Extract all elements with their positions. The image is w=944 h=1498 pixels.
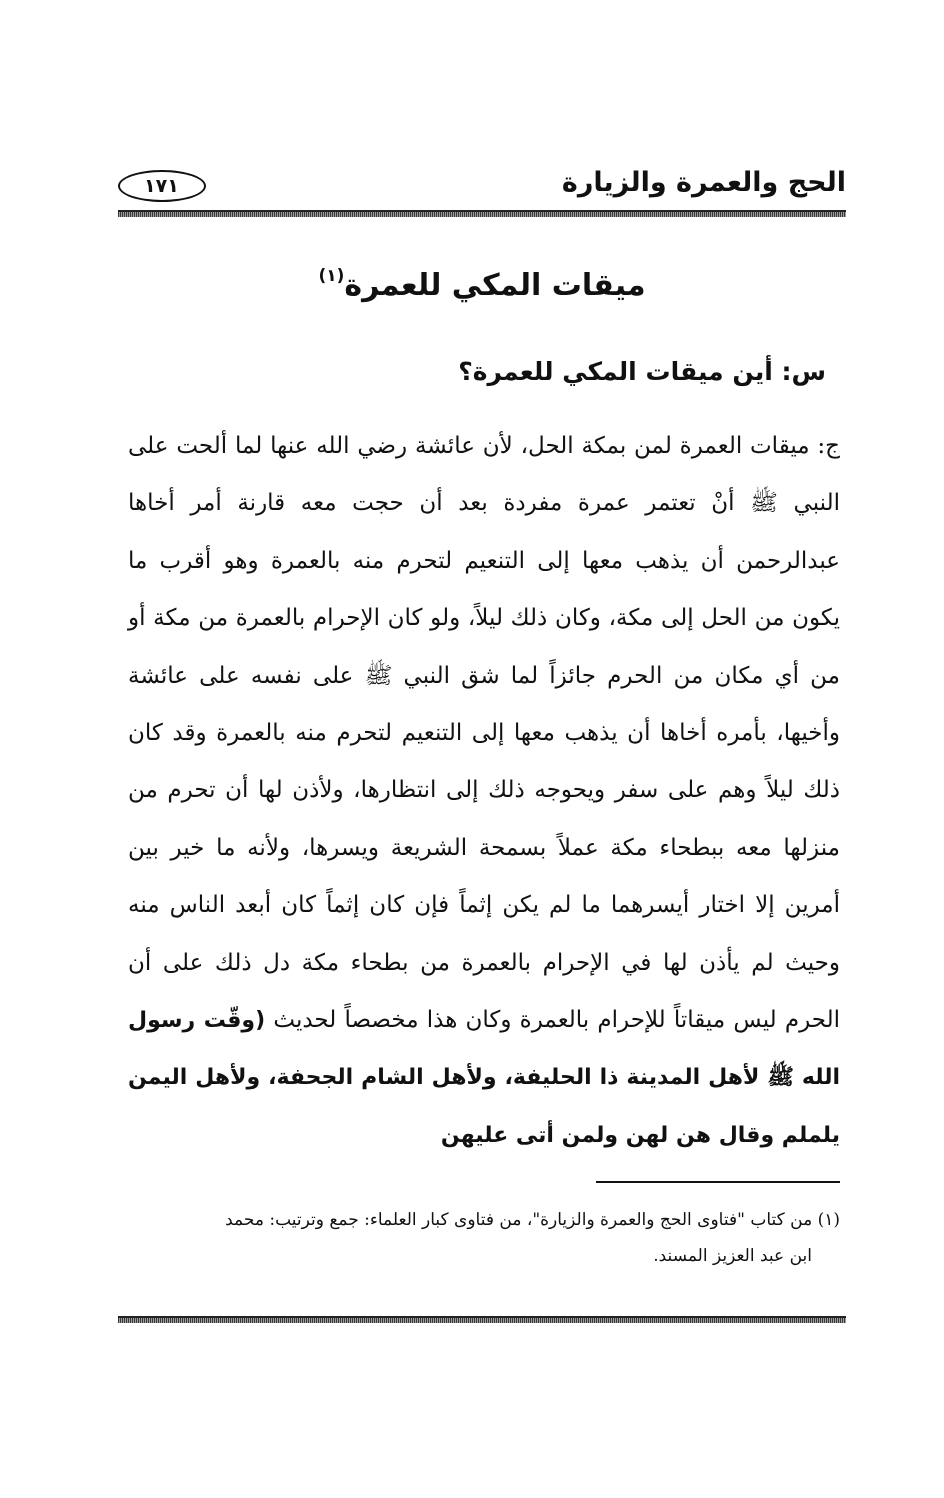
section-title <box>118 256 846 306</box>
footnote-line-1: (١) من كتاب "فتاوى الحج والعمرة والزيارة"، من فتاوى كبار العلماء: جمع وترتيب: محمد <box>225 1210 840 1230</box>
section-title-text: ميقات المكي للعمرة <box>344 268 646 303</box>
hadith-quote: (وقّت رسول الله ﷺ لأهل المدينة ذا الحليفة، ولأهل الشام الجحفة، ولأهل اليمن يلملم وقال هن لهن ولمن أتى عليهن <box>128 1008 840 1148</box>
header-divider <box>118 210 846 217</box>
answer-text: ج: ميقات العمرة لمن بمكة الحل، لأن عائشة رضي الله عنها لما ألحت على النبي ﷺ أنْ تعتمر عمرة مفردة بعد أن حجت معه قارنة أمر أخاها عبدالرحمن أن يذهب معها إلى التنعيم لتحرم منه بالعمرة وهو أقرب ما يكون من الحل إلى مكة، وكان ذلك ليلاً، ولو كان الإحرام بالعمرة من مكة أو من أي مكان من الحرم جائزاً لما شق النبي ﷺ على نفسه على عائشة وأخيها، بأمره أخاها أن يذهب معها إلى التنعيم لتحرم منه بالعمرة وقد كان ذلك ليلاً وهم على سفر ويحوجه ذلك إلى انتظارها، ولأذن لها أن تحرم من منزلها معه ببطحاء مكة عملاً بسمحة الشريعة ويسرها، ولأنه ما خير بين أمرين إلا اختار أيسرهما ما لم يكن إثماً فإن كان إثماً كان أبعد الناس منه وحيث لم يأذن لها في الإحرام بالعمرة من بطحاء مكة دل ذلك على أن الحرم ليس ميقاتاً للإحرام بالعمرة وكان هذا مخصصاً لحديث <box>128 433 841 1034</box>
footnote <box>128 1202 840 1274</box>
footnote-line-2: ابن عبد العزيز المسند. <box>653 1246 812 1266</box>
question-heading: س: أين ميقات المكي للعمرة؟ <box>458 357 826 386</box>
page-number-oval <box>118 170 206 202</box>
footnote-marker: (١) <box>318 266 345 286</box>
footnote-divider <box>596 1181 840 1183</box>
page-number: ١٧١ <box>144 175 179 197</box>
footer-divider <box>118 1316 846 1323</box>
page-header <box>118 150 846 212</box>
answer-paragraph <box>128 418 840 1164</box>
running-title: الحج والعمرة والزيارة <box>561 167 846 198</box>
